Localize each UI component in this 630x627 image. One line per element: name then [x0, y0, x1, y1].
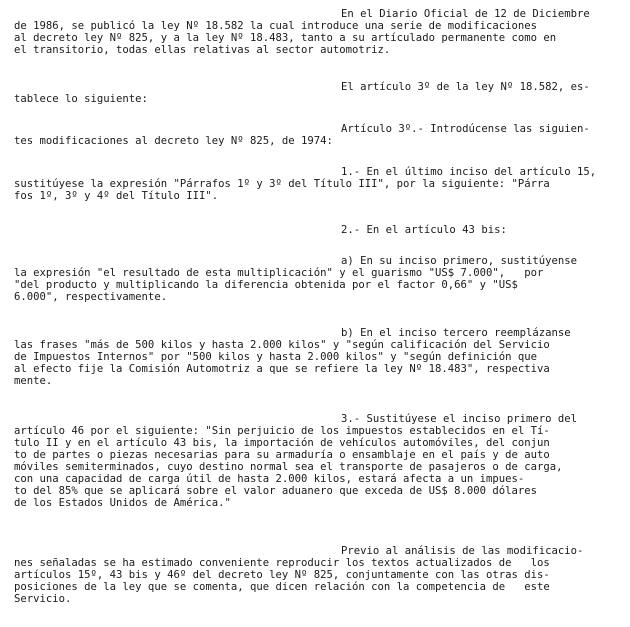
text-line: de los Estados Unidos de América." [14, 497, 231, 509]
text-line: artículos 15º, 43 bis y 46º del decreto ley Nº 825, conjuntamente con las otras dis- [14, 569, 550, 581]
text-line: mente. [14, 375, 53, 387]
text-line: El artículo 3º de la ley Nº 18.582, es- [341, 81, 590, 93]
text-line: 6.000", respectivamente. [14, 291, 168, 303]
text-line: 2.- En el artículo 43 bis: [341, 224, 507, 236]
text-line: artículo 46 por el siguiente: "Sin perjuicio de los impuestos establecidos en el Tí- [14, 425, 550, 437]
text-line: to de partes o piezas necesarias para su armaduría o ensamblaje en el país y de auto [14, 449, 550, 461]
text-line: de 1986, se publicó la ley Nº 18.582 la cual introduce una serie de modificaciones [14, 20, 537, 32]
text-line: Servicio. [14, 593, 72, 605]
text-line: al efecto fije la Comisión Automotriz a que se refiere la ley Nº 18.483", respectiva [14, 363, 550, 375]
text-line: 1.- En el último inciso del artículo 15, [341, 166, 597, 178]
text-line: 3.- Sustitúyese el inciso primero del [341, 413, 577, 425]
text-line: móviles semiterminados, cuyo destino normal sea el transporte de pasajeros o de carga, [14, 461, 563, 473]
text-line: to del 85% que se aplicará sobre el valor aduanero que exceda de US$ 8.000 dólares [14, 485, 537, 497]
text-line: nes señaladas se ha estimado conveniente reproducir los textos actualizados de los [14, 557, 550, 569]
text-line: tablece lo siguiente: [14, 93, 148, 105]
text-line: al decreto ley Nº 825, y a la ley Nº 18.483, tanto a su artículado permanente como en [14, 32, 557, 44]
text-line: a) En su inciso primero, sustitúyense [341, 255, 577, 267]
text-line: "del producto y multiplicando la diferencia obtenida por el factor 0,66" y "US$ [14, 279, 518, 291]
text-line: el transitorio, todas ellas relativas al sector automotriz. [14, 44, 391, 56]
text-line: Previo al análisis de las modificacio- [341, 545, 584, 557]
text-line: b) En el inciso tercero reemplázanse [341, 327, 571, 339]
text-line: posiciones de la ley que se comenta, que dicen relación con la competencia de este [14, 581, 550, 593]
text-line: con una capacidad de carga útil de hasta 2.000 kilos, estará afecta a un impues- [14, 473, 525, 485]
text-line: Artículo 3º.- Introdúcense las siguien- [341, 123, 590, 135]
text-line: las frases "más de 500 kilos y hasta 2.000 kilos" y "según calificación del Servicio [14, 339, 550, 351]
text-line: fos 1º, 3º y 4º del Título III". [14, 190, 219, 202]
text-line: de Impuestos Internos" por "500 kilos y hasta 2.000 kilos" y "según definición que [14, 351, 537, 363]
text-line: tulo II y en el artículo 43 bis, la importación de vehículos automóviles, del conjun [14, 437, 550, 449]
text-line: la expresión "el resultado de esta multiplicación" y el guarismo "US$ 7.000", por [14, 267, 544, 279]
text-line: sustitúyese la expresión "Párrafos 1º y 3º del Título III", por la siguiente: "Párra [14, 178, 550, 190]
text-line: tes modificaciones al decreto ley Nº 825, de 1974: [14, 135, 333, 147]
text-line: En el Diario Oficial de 12 de Diciembre [341, 8, 590, 20]
